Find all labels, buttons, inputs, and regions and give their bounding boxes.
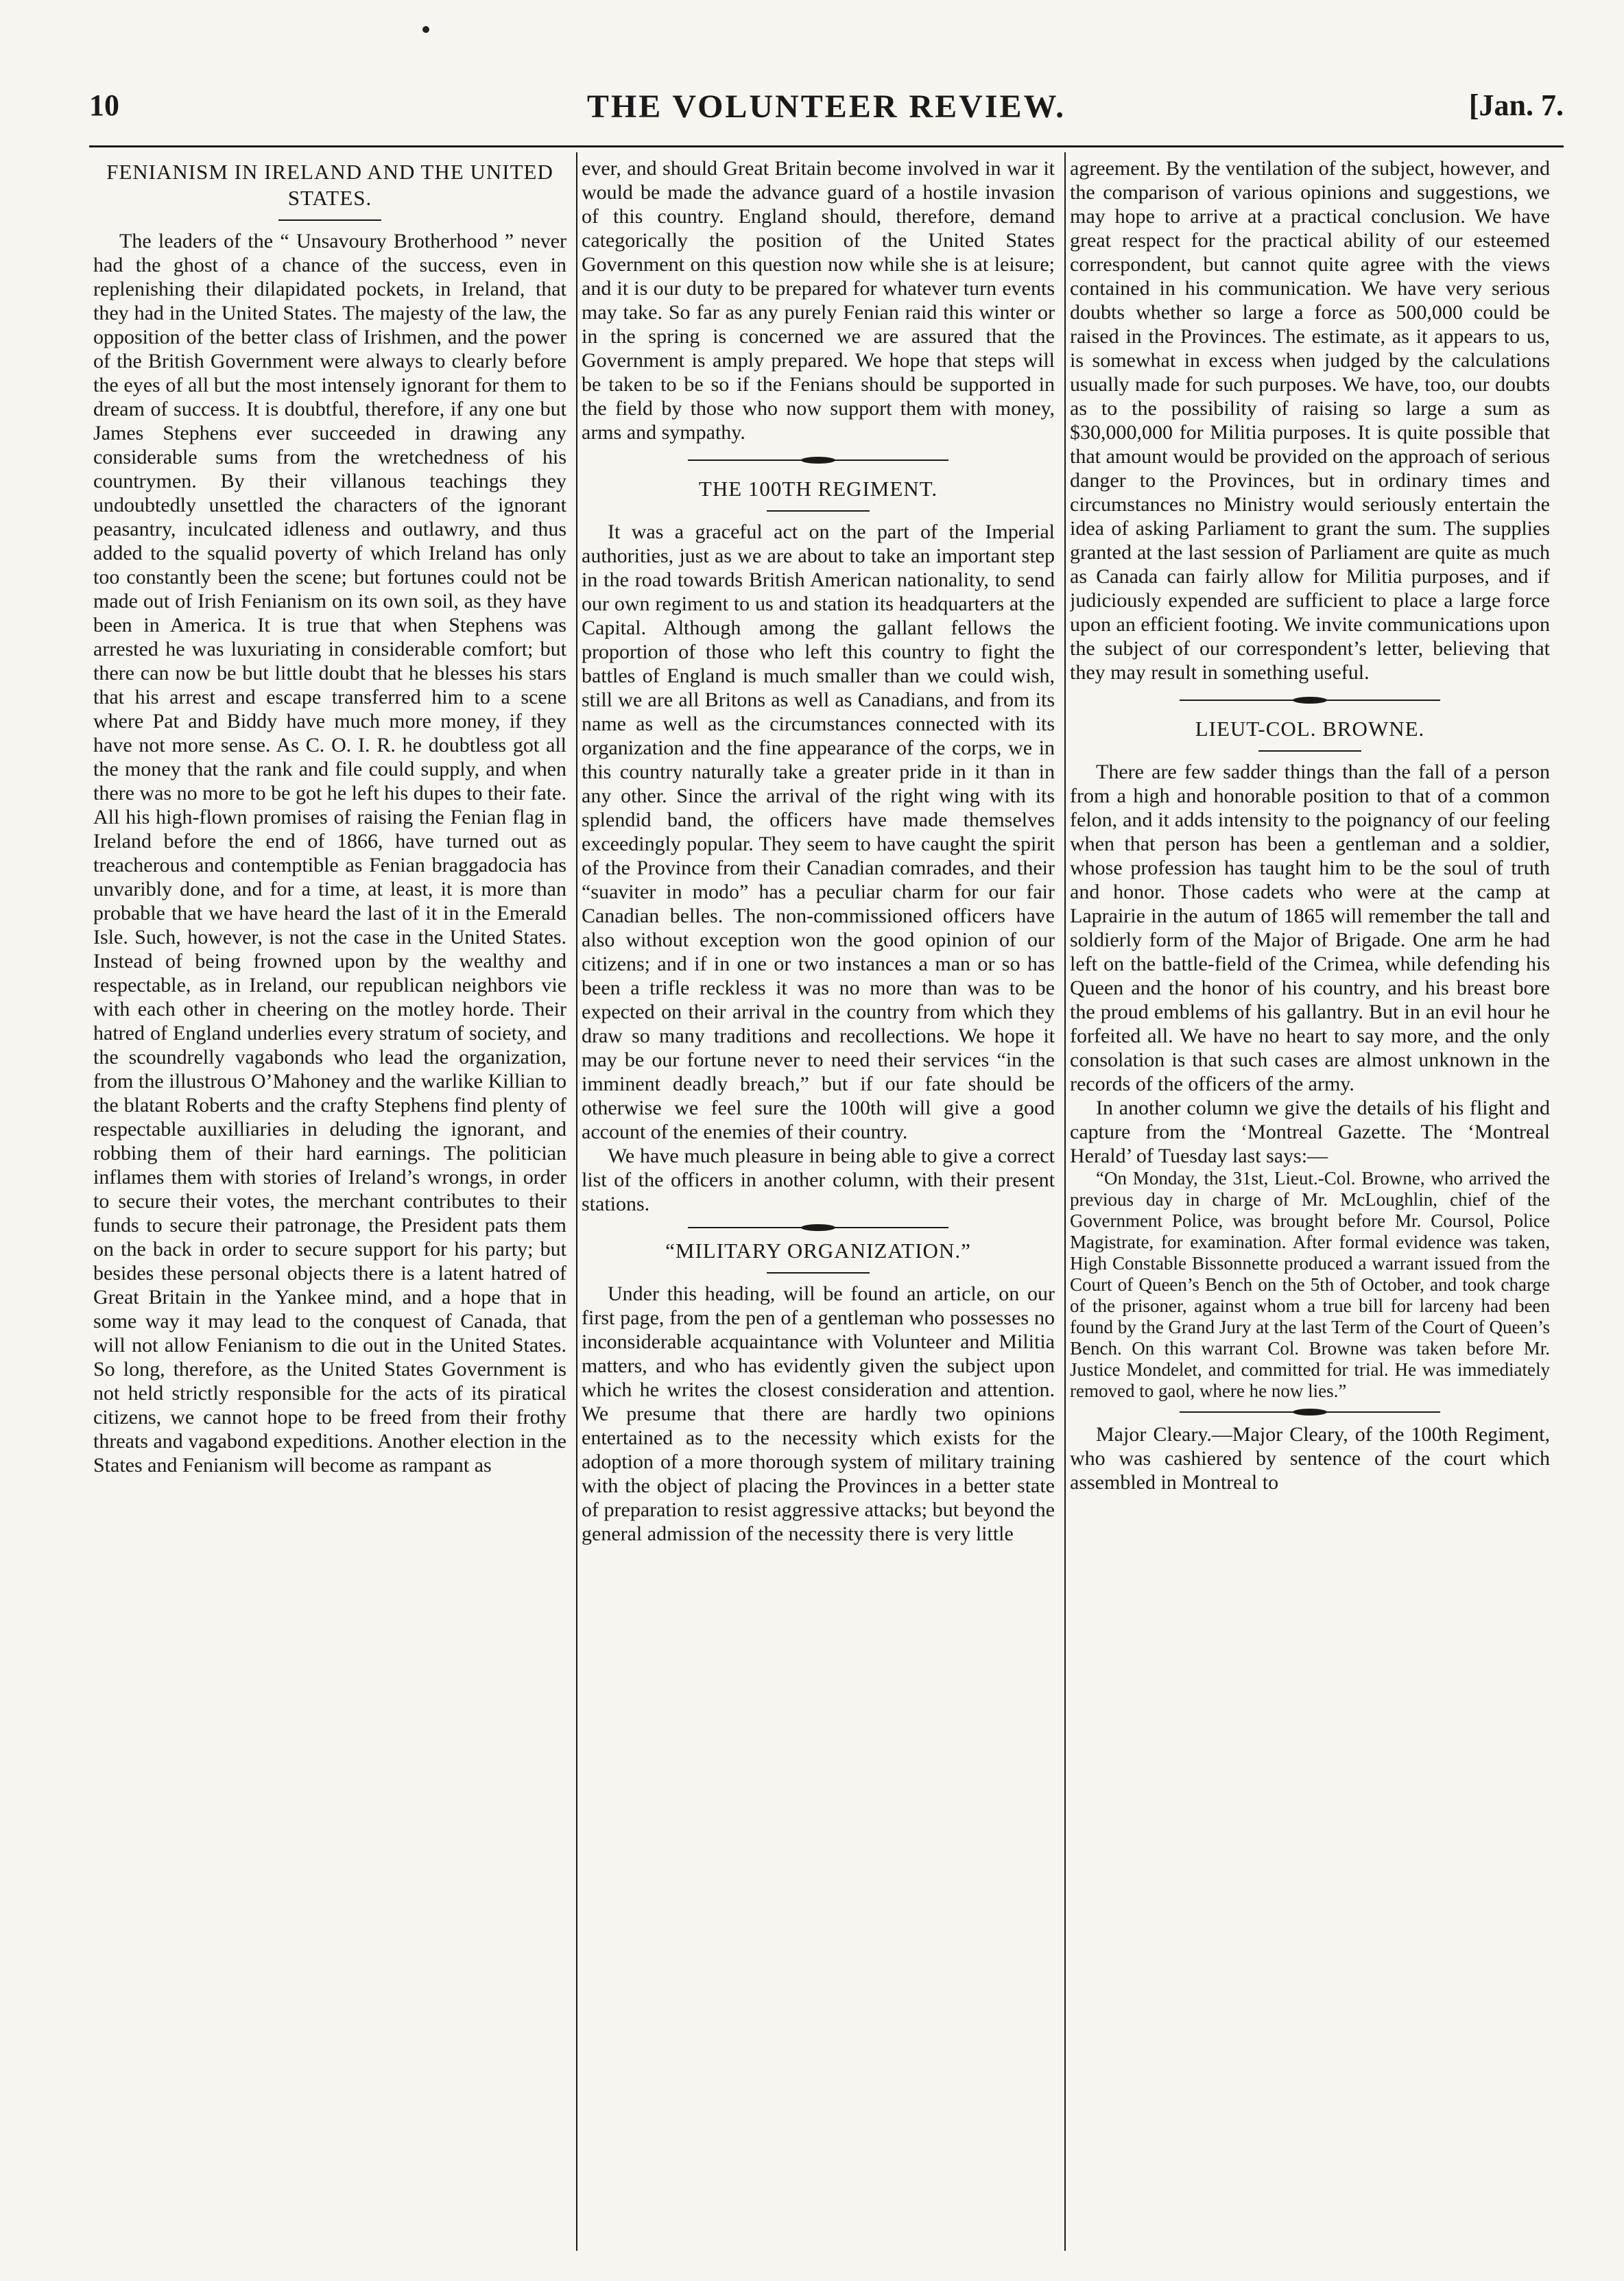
article-body-military-organization: Under this heading, will be found an article, on our first page, from the pen of a gentleman who possesses no inconsiderable acquaintance with Volunteer and Militia matters, and who has evidently given the subject upon which he writes the closest consideration and attention. We presume that there are hardly two opinions entertained as to the necessity which exists for the adoption of a more thorough system of military training with the object of placing the Provinces in a better state of preparation to resist aggressive attacks; but beyond the general admission of the necessity there is very little (582, 1282, 1055, 1545)
section-separator (688, 1223, 948, 1232)
column-rule-1 (576, 152, 577, 2251)
page-header (89, 88, 1564, 143)
column-rule-2 (1064, 152, 1066, 2251)
article-headline-fenianism: FENIANISM IN IRELAND AND THE UNITED STATES. (106, 160, 553, 210)
section-separator (688, 455, 948, 465)
article-headline-browne: LIEUT-COL. BROWNE. (1195, 717, 1425, 741)
column-3 (1070, 156, 1550, 2255)
quoted-report: “On Monday, the 31st, Lieut.-Col. Browne, who arrived the previous day in charge of Mr. McLoughlin, chief of the Government Police, was brought before Mr. Coursol, Police Magistrate, for examination. After formal evidence was taken, High Constable Bissonnette produced a warrant issued from the Court of Queen’s Bench on the 5th of October, and took charge of the prisoner, against whom a true bill for larceny had been found by the Grand Jury at the last Term of the Court of Queen’s Bench. On this warrant Col. Browne was taken before Mr. Justice Mondelet, and committed for trial. He was immediately removed to gaol, where he now lies.” (1070, 1168, 1550, 1401)
issue-date: [Jan. 7. (1468, 88, 1564, 122)
publication-title: THE VOLUNTEER REVIEW. (586, 88, 1066, 125)
article-headline-military-organization: “MILITARY ORGANIZATION.” (665, 1239, 971, 1263)
article-body-100th-regiment: It was a graceful act on the part of the Imperial authorities, just as we are about to take an important step in the road towards British American nationality, to send our own regiment to us and station its headquarters at the Capital. Although among the gallant fellows the proportion of those who left this country to fight the battles of England is much smaller than we could wish, still we are all Britons as well as Canadians, and from its name as well as the circumstances connected with its organization and the fine appearance of the corps, we in this country naturally take a greater pride in it than in any other. Since the arrival of the right wing with its splendid band, the officers have made themselves exceedingly popular. They seem to have caught the spirit of the Province from their Canadian comrades, and their “suaviter in modo” has a peculiar charm for our fair Canadian belles. The non-commissioned officers have also without exception won the good opinion of our citizens; and if in one or two instances a man or so has been a trifle reckless it was no more than was to be expected on their arrival in the country from which they draw so many traditions and recollections. We hope it may be our fortune never to need their services “in the imminent deadly breach,” but if our fate should be otherwise we feel sure the 100th will give a good account of the enemies of their country. (582, 521, 1055, 1143)
section-separator (1180, 1407, 1440, 1417)
section-separator (1180, 695, 1440, 705)
header-rule (89, 145, 1564, 147)
column-2 (582, 156, 1055, 2255)
headline-rule (767, 1272, 870, 1274)
article-body-browne-2: In another column we give the details of his flight and capture from the ‘Montreal Gazette. The ‘Montreal Herald’ of Tuesday last says:— (1070, 1097, 1550, 1167)
headline-rule (278, 219, 381, 221)
headline-rule (767, 510, 870, 512)
article-body-major-cleary: Major Cleary.—Major Cleary, of the 100th Regiment, who was cashiered by sentence of the court which assembled in Montreal to (1070, 1423, 1550, 1494)
article-continuation-fenianism: ever, and should Great Britain become involved in war it would be made the advance guard of a hostile invasion of this country. England should, therefore, demand categorically the position of the United States Government on this question now while she is at leisure; and it is our duty to be prepared for whatever turn events may take. So far as any purely Fenian raid this winter or in the spring is concerned we are assured that the Government is amply prepared. We hope that steps will be taken to be so if the Fenians should be supported in the field by those who now support them with money, arms and sympathy. (582, 157, 1055, 444)
article-body-100th-regiment-2: We have much pleasure in being able to give a correct list of the officers in another column, with their present stations. (582, 1145, 1055, 1215)
article-body-browne: There are few sadder things than the fall of a person from a high and honorable position to that of a common felon, and it adds intensity to the poignancy of our feeling when that person has been a gentleman and a soldier, whose profession has taught him to be the soul of truth and honor. Those cadets who were at the camp at Laprairie in the autum of 1865 will remember the tall and soldierly form of the Major of Brigade. One arm he had left on the battle-field of the Crimea, while defending his Queen and the honor of his country, and his breast bore the proud emblems of his gallantry. But in an evil hour he forfeited all. We have no heart to say more, and the only consolation is that such cases are almost unknown in the records of the officers of the army. (1070, 761, 1550, 1095)
article-headline-100th-regiment: THE 100TH REGIMENT. (698, 477, 938, 501)
headline-rule (1258, 750, 1361, 752)
article-continuation-military-organization: agreement. By the ventilation of the subject, however, and the comparison of various opinions and suggestions, we may hope to arrive at a practical conclusion. We have great respect for the practical ability of our esteemed correspondent, but cannot quite agree with the views contained in his communication. We have very serious doubts whether so large a force as 500,000 could be raised in the Provinces. The estimate, as it appears to us, is somewhat in excess when judged by the calculations usually made for such purposes. We have, too, our doubts as to the possibility of raising so large a sum as $30,000,000 for Militia purposes. It is quite possible that that amount would be provided on the approach of serious danger to the Provinces, but in ordinary times and circumstances no Ministry would seriously entertain the idea of asking Parliament to grant the sum. The supplies granted at the last session of Parliament are quite as much as Canada can fairly allow for Militia purposes, and if judiciously expended are sufficient to place a large force upon an efficient footing. We invite communications upon the subject of our correspondent’s letter, believing that they may result in something useful. (1070, 157, 1550, 684)
page-number: 10 (89, 88, 119, 122)
print-speck (422, 26, 429, 33)
column-1 (93, 156, 566, 2255)
article-body-fenianism: The leaders of the “ Unsavoury Brotherhood ” never had the ghost of a chance of the success, even in replenishing their dilapidated pockets, in Ireland, that they had in the United States. The majesty of the law, the opposition of the better class of Irishmen, and the power of the British Government were always to clearly before the eyes of all but the most intensely ignorant for them to dream of success. It is doubtful, therefore, if any one but James Stephens ever succeeded in drawing any considerable sums from the wretchedness of his countrymen. By their villanous teachings they undoubtedly unsettled the characters of the ignorant peasantry, inculcated idleness and outlawry, and thus added to the squalid poverty of which Ireland has only too constantly been the scene; but fortunes could not be made out of Irish Fenianism on its own soil, as they have been in America. It is true that when Stephens was arrested he was luxuriating in considerable comfort; but there can now be but little doubt that he blesses his stars that his arrest and escape transferred him to a scene where Pat and Biddy have much more money, if they have not more sense. As C. O. I. R. he doubtless got all the money that the rank and file could supply, and when there was no more to be got he left his dupes to their fate. All his high-flown promises of raising the Fenian flag in Ireland before the end of 1866, have turned out as treacherous and contemptible as Fenian braggadocia has unvaribly done, and for a time, at least, it is more than probable that we have heard the last of it in the Emerald Isle. Such, however, is not the case in the United States. Instead of being frowned upon by the wealthy and respectable, as in Ireland, our republican neighbors vie with each other in cheering on the motley horde. Their hatred of England underlies every stratum of society, and the scoundrelly vagabonds who lead the organization, from the illustrous O’Mahoney and the warlike Killian to the blatant Roberts and the crafty Stephens find plenty of respectable auxilliaries in deluding the ignorant, and robbing them of their hard earnings. The politician inflames them with stories of Ireland’s wrongs, in order to secure their votes, the merchant contributes to their funds to secure their patronage, the President pats them on the back in order to secure support for his party; but besides these personal objects there is a latent hatred of Great Britain in the Yankee mind, and a hope that in some way it may lead to the conquest of Canada, that will not allow Fenianism to die out in the United States. So long, therefore, as the United States Government is not held strictly responsible for the acts of its piratical citizens, we cannot hope to be freed from their frothy threats and vagabond expeditions. Another election in the States and Fenianism will become as rampant as (93, 230, 566, 1477)
